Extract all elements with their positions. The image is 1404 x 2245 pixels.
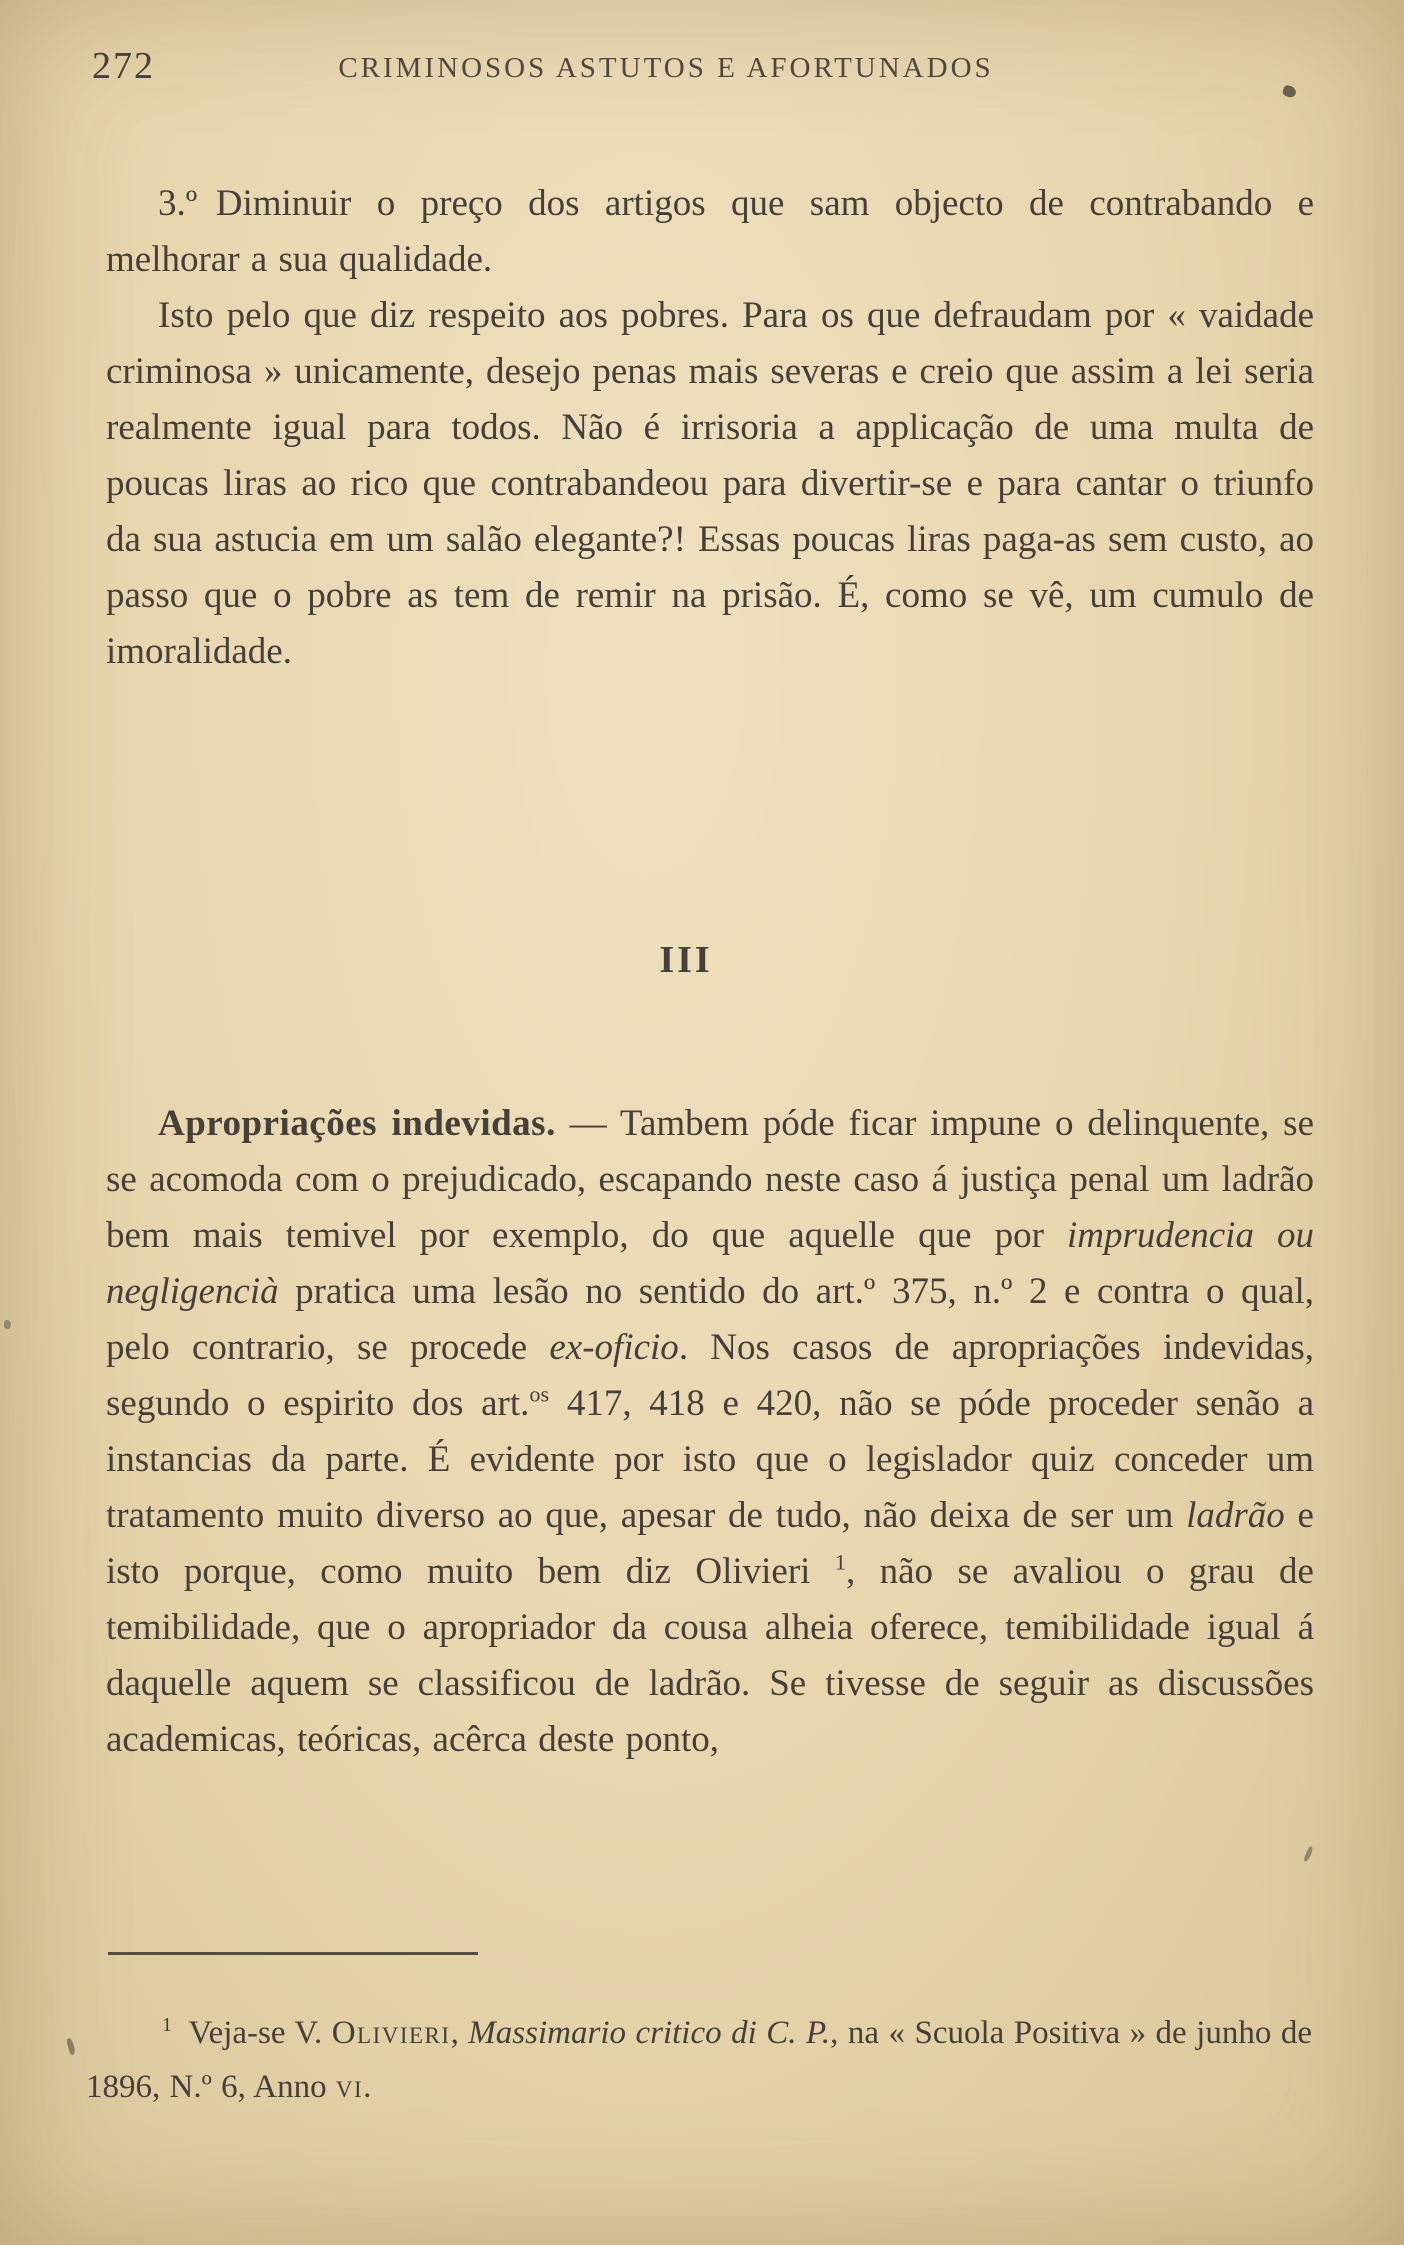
text-run: Olivieri — [331, 2015, 451, 2051]
footnote-divider — [108, 1952, 478, 1955]
section-heading: III — [659, 939, 713, 981]
text-run: pratica uma lesão no sentido do art.º 375, n.º 2 e contra o qual, pelo contrario, se procede — [106, 1271, 1314, 1368]
paragraph-3 — [106, 1096, 1314, 1768]
scan-artifact — [1282, 84, 1298, 98]
text-run: , na « Scuola Positiva » de junho de 1896, N.º 6, Anno — [86, 2015, 1312, 2105]
footnote — [86, 2006, 1312, 2114]
text-run: imprudencia ou negligencià — [106, 1215, 1315, 1312]
scan-artifact — [66, 2038, 76, 2056]
text-run: — Tambem póde ficar impune o delinquente, se se acomoda com o prejudicado, escapando neste caso á justiça penal um ladrão bem mais temivel por exemplo, do que aquelle que por — [106, 1103, 1314, 1256]
text-run: 3.º Diminuir o preço dos artigos que sam objecto de contrabando e melhorar a sua qualidade. — [106, 183, 1314, 280]
paragraph-1 — [106, 176, 1314, 288]
text-run: 1 — [834, 1549, 846, 1575]
text-run: vi — [335, 2069, 364, 2105]
text-run: ladrão — [1186, 1495, 1285, 1536]
text-run: Veja-se V. — [171, 2015, 332, 2051]
scan-artifact — [1303, 1846, 1314, 1863]
text-run: . — [363, 2069, 372, 2105]
text-run: 1 — [162, 2014, 172, 2036]
text-run: , — [450, 2015, 469, 2051]
page-number: 272 — [92, 45, 155, 87]
paragraph-2 — [106, 288, 1314, 680]
text-run: Massimario critico di C. P. — [468, 2015, 831, 2051]
text-run: ex-oficio — [549, 1327, 679, 1368]
text-run: Apropriações indevidas. — [158, 1103, 556, 1144]
text-run: . Nos casos de apropriações indevidas, segundo o espirito dos art. — [106, 1327, 1314, 1424]
text-run: os — [529, 1381, 550, 1407]
text-run: e isto porque, como muito bem diz Olivieri — [106, 1495, 1314, 1592]
body-text-upper — [106, 176, 1314, 680]
running-title: CRIMINOSOS ASTUTOS E AFORTUNADOS — [338, 52, 994, 84]
text-run: 417, 418 e 420, não se póde proceder senão a instancias da parte. É evidente por isto que o legislador quiz conceder um tratamento muito diverso ao que, apesar de tudo, não deixa de ser um — [106, 1383, 1314, 1536]
text-run: Isto pelo que diz respeito aos pobres. Para os que defraudam por « vaidade criminosa » unicamente, desejo penas mais severas e creio que assim a lei seria realmente igual para todos. Não é irrisoria a applicação de uma multa de poucas liras ao rico que contrabandeou para divertir-se e para cantar o triunfo da sua astucia em um salão elegante?! Essas poucas liras paga-as sem custo, ao passo que o pobre as tem de remir na prisão. É, como se vê, um cumulo de imoralidade. — [106, 295, 1314, 672]
body-text-lower — [106, 1096, 1314, 1768]
text-run: , não se avaliou o grau de temibilidade, que o apropriador da cousa alheia oferece, temibilidade igual á daquelle aquem se classificou de ladrão. Se tivesse de seguir as discussões academicas, teóricas, acêrca deste ponto, — [106, 1551, 1314, 1760]
scan-artifact — [4, 1320, 11, 1329]
